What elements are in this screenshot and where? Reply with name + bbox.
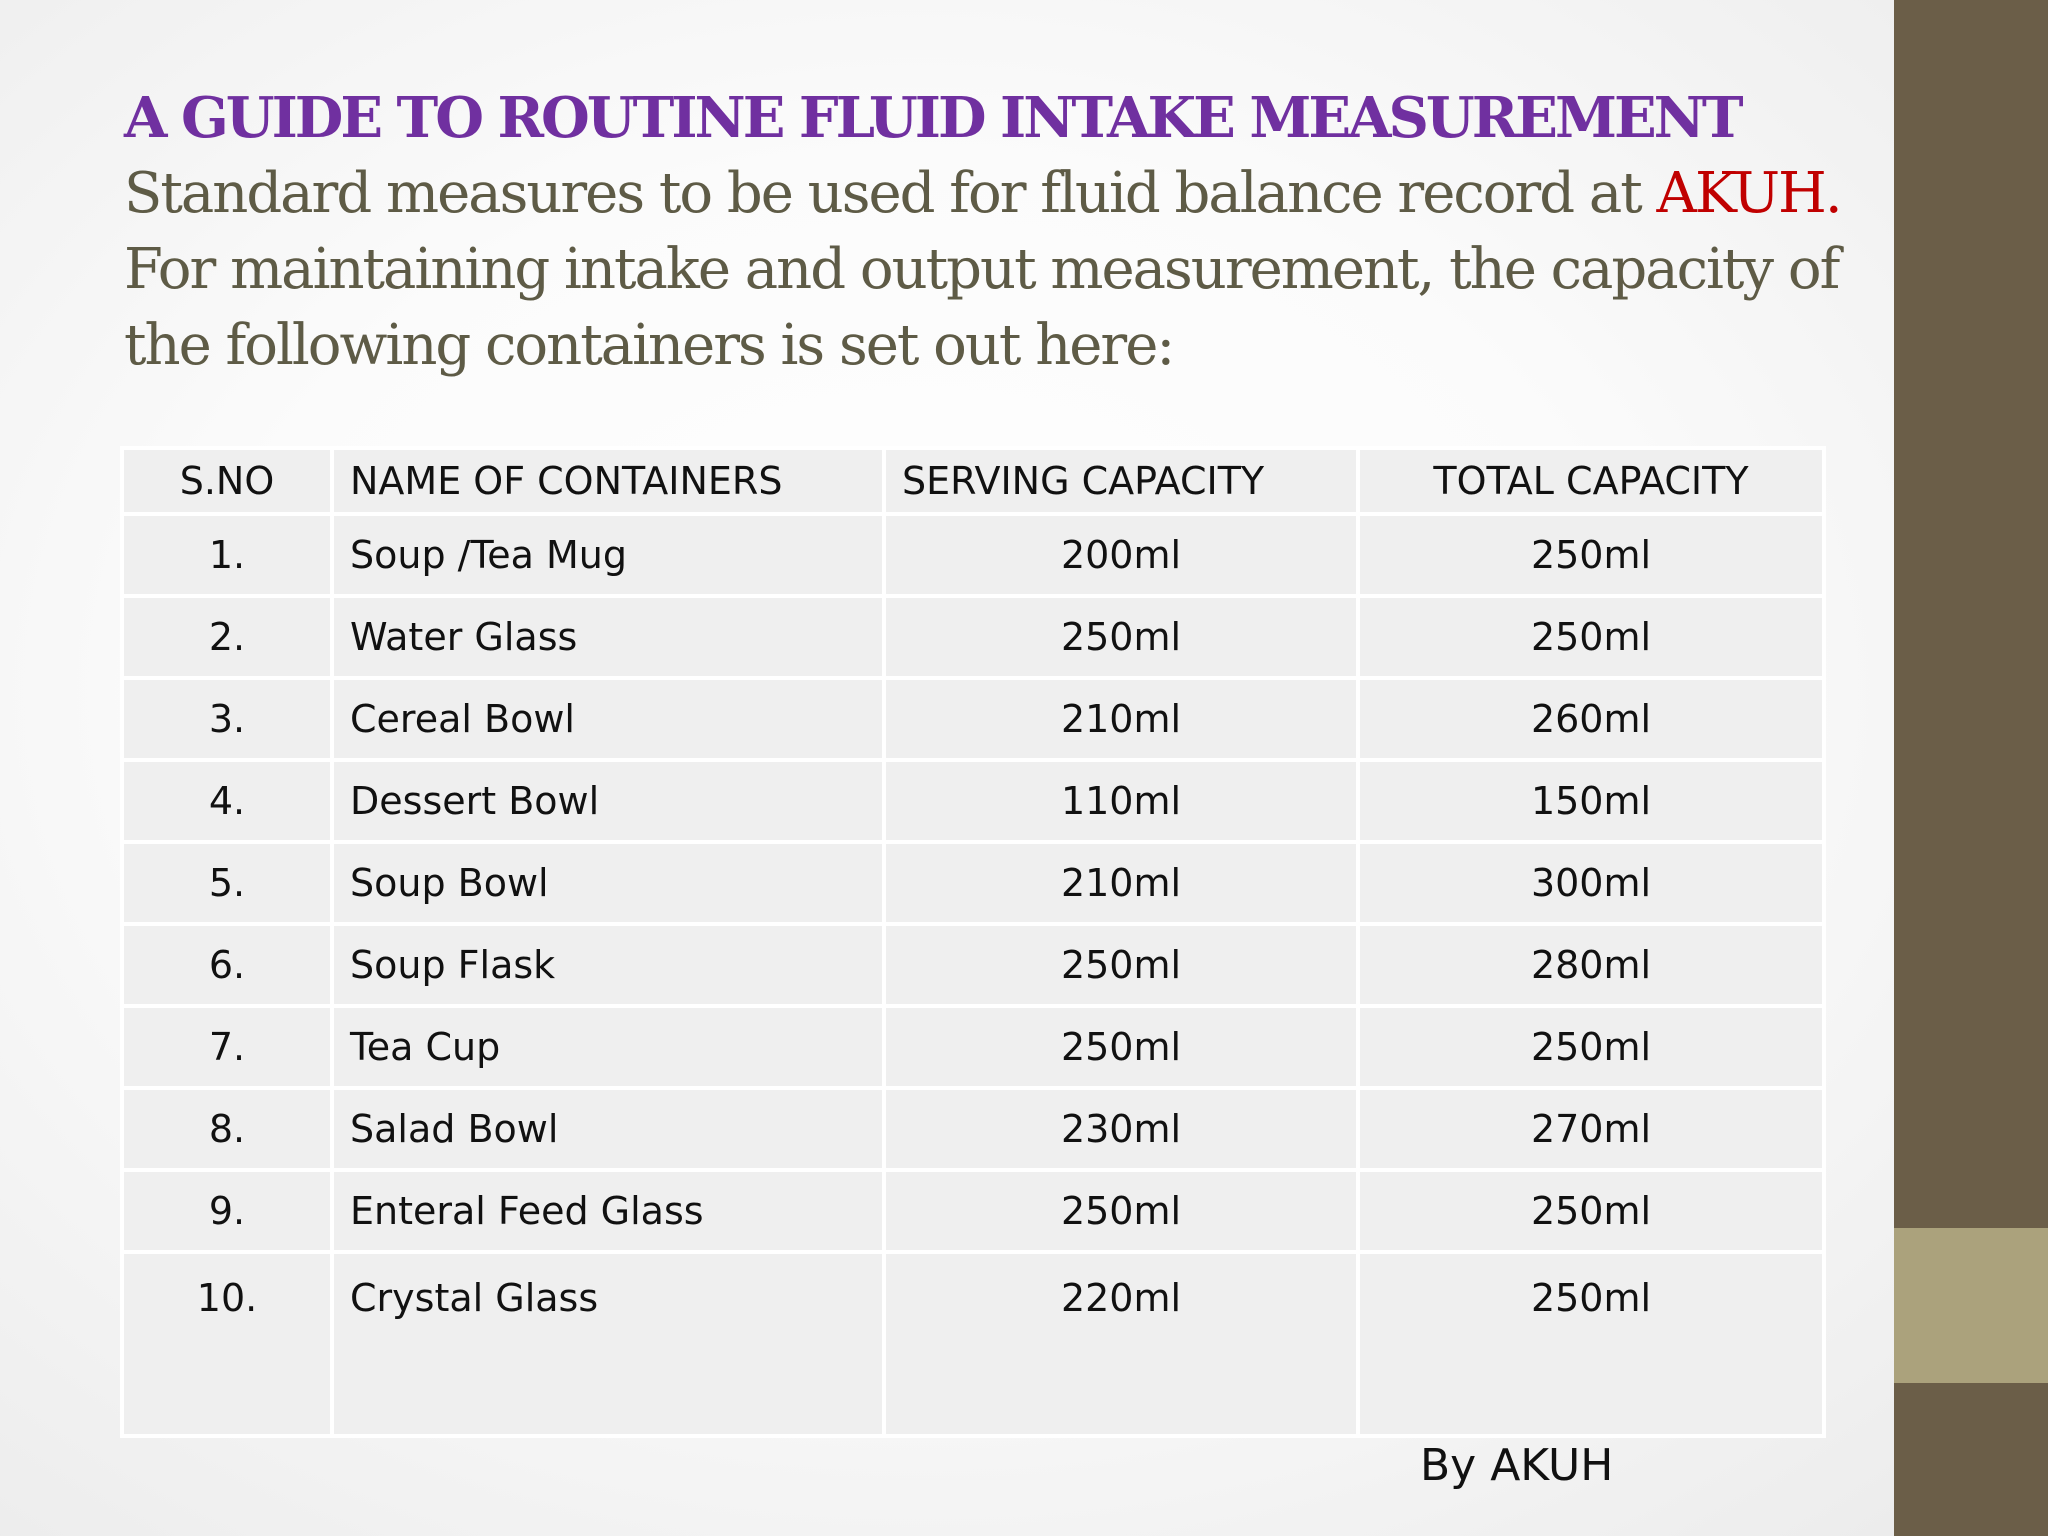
subtitle-highlight-akuh: AKUH. [1656,161,1841,226]
cell-sno: 9. [122,1170,332,1252]
cell-total-capacity: 250ml [1358,596,1824,678]
cell-sno: 2. [122,596,332,678]
table-row [122,1088,1824,1170]
table-row [122,760,1824,842]
cell-container-name: Tea Cup [332,1006,884,1088]
subtitle-line1-text: Standard measures to be used for fluid balance record at [124,161,1657,226]
cell-container-name: Soup /Tea Mug [332,514,884,596]
cell-total-capacity: 270ml [1358,1088,1824,1170]
cell-serving-capacity: 250ml [884,1006,1358,1088]
slide-title: A GUIDE TO ROUTINE FLUID INTAKE MEASUREMENT [124,85,1741,151]
cell-sno: 7. [122,1006,332,1088]
side-accent-block [1894,1228,2048,1383]
table-row [122,924,1824,1006]
cell-total-capacity: 150ml [1358,760,1824,842]
cell-container-name: Crystal Glass [332,1252,884,1436]
table-row [122,1006,1824,1088]
cell-total-capacity: 250ml [1358,1252,1824,1436]
cell-serving-capacity: 250ml [884,596,1358,678]
cell-total-capacity: 250ml [1358,1170,1824,1252]
cell-sno: 10. [122,1252,332,1436]
cell-total-capacity: 300ml [1358,842,1824,924]
footer-credit: By AKUH [1420,1440,1614,1491]
cell-container-name: Cereal Bowl [332,678,884,760]
cell-serving-capacity: 210ml [884,842,1358,924]
slide-subtitle-line2: For maintaining intake and output measurement, the capacity of the following containers is set out here: [124,237,1839,378]
cell-total-capacity: 250ml [1358,1006,1824,1088]
cell-sno: 1. [122,514,332,596]
cell-container-name: Soup Bowl [332,842,884,924]
slide-heading [124,80,1864,384]
table-row [122,678,1824,760]
cell-serving-capacity: 220ml [884,1252,1358,1436]
table-row [122,842,1824,924]
header-sno: S.NO [122,448,332,514]
cell-container-name: Water Glass [332,596,884,678]
cell-serving-capacity: 250ml [884,924,1358,1006]
cell-serving-capacity: 230ml [884,1088,1358,1170]
cell-sno: 3. [122,678,332,760]
cell-serving-capacity: 210ml [884,678,1358,760]
cell-sno: 4. [122,760,332,842]
cell-sno: 6. [122,924,332,1006]
slide-subtitle-line1 [124,156,1864,232]
cell-total-capacity: 250ml [1358,514,1824,596]
cell-serving-capacity: 200ml [884,514,1358,596]
cell-container-name: Soup Flask [332,924,884,1006]
table-row [122,1252,1824,1436]
cell-sno: 5. [122,842,332,924]
cell-serving-capacity: 250ml [884,1170,1358,1252]
header-total-capacity: TOTAL CAPACITY [1358,448,1824,514]
table-row [122,1170,1824,1252]
cell-container-name: Enteral Feed Glass [332,1170,884,1252]
table-header-row [122,448,1824,514]
table-row [122,514,1824,596]
header-serving-capacity: SERVING CAPACITY [884,448,1358,514]
cell-sno: 8. [122,1088,332,1170]
cell-container-name: Salad Bowl [332,1088,884,1170]
cell-serving-capacity: 110ml [884,760,1358,842]
cell-container-name: Dessert Bowl [332,760,884,842]
cell-total-capacity: 260ml [1358,678,1824,760]
cell-total-capacity: 280ml [1358,924,1824,1006]
table-row [122,596,1824,678]
header-name: NAME OF CONTAINERS [332,448,884,514]
container-capacity-table [120,446,1826,1438]
